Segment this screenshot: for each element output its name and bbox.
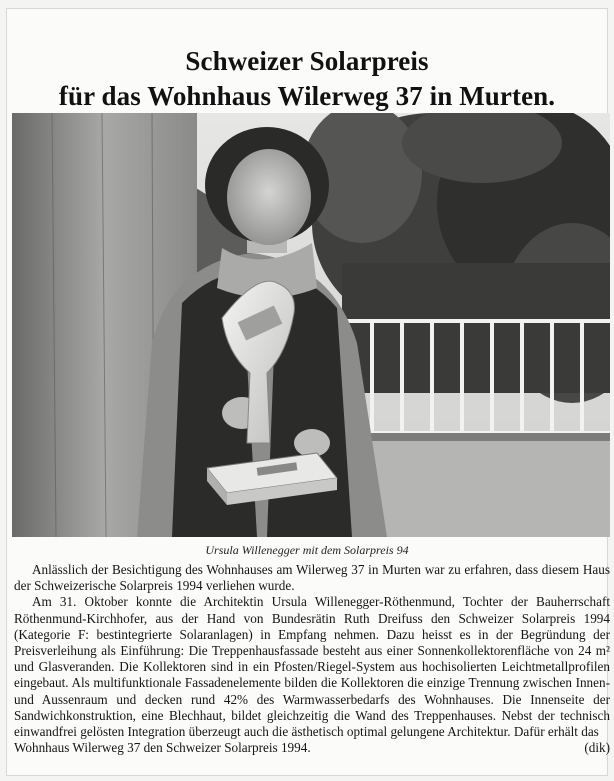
article-body <box>14 562 610 756</box>
headline-line-2: für das Wohnhaus Wilerweg 37 in Murten. <box>58 81 556 111</box>
closing-text: Wohnhaus Wilerweg 37 den Schweizer Solarpreis 1994. <box>14 740 311 756</box>
headline-line-1: Schweizer Solarpreis <box>185 46 429 76</box>
closing-line <box>14 740 610 756</box>
author-signature: (dik) <box>584 740 610 756</box>
photo-caption: Ursula Willenegger mit dem Solarpreis 94 <box>205 543 409 557</box>
paragraph: Anlässlich der Besichtigung des Wohnhauses am Wilerweg 37 in Murten war zu erfahren, dass diesem Haus der Schweizerische Solarpreis 1994 verliehen wurde. <box>14 562 610 594</box>
article-photo <box>12 113 610 537</box>
paragraph: Am 31. Oktober konnte die Architektin Ursula Willenegger-Röthenmund, Tochter der Bauherrschaft Röthenmund-Kirchhofer, aus der Hand von Bundesrätin Ruth Dreifuss den Schweizer Solarpreis 1994 (Kategorie F: bestintegrierte Solaranlagen) in Empfang nehmen. Dazu heisst es in der Begründung der Preisverleihung als Einführung: Die Treppenhausfassade besteht aus einer Sonnenkollektorenfläche von 24 m² und Glasveranden. Die Kollektoren sind in ein Pfosten/Riegel-System aus hochisolierten Leichtmetallprofilen eingebaut. Als multifunktionale Fassadenelemente bilden die Kollektoren die einzige Trennung zwischen Innen- und Aussenraum und decken rund 42% des Warmwasserbedarfs des Wohnhauses. Die Innenseite der Sandwichkonstruktion, eine Blechhaut, bildet gleichzeitig die Wand des Treppenhauses. Nebst der technisch einwandfrei gelösten Integration überzeugt auch die ästhetisch optimal gelungene Architektur. Dafür erhält das <box>14 594 610 740</box>
